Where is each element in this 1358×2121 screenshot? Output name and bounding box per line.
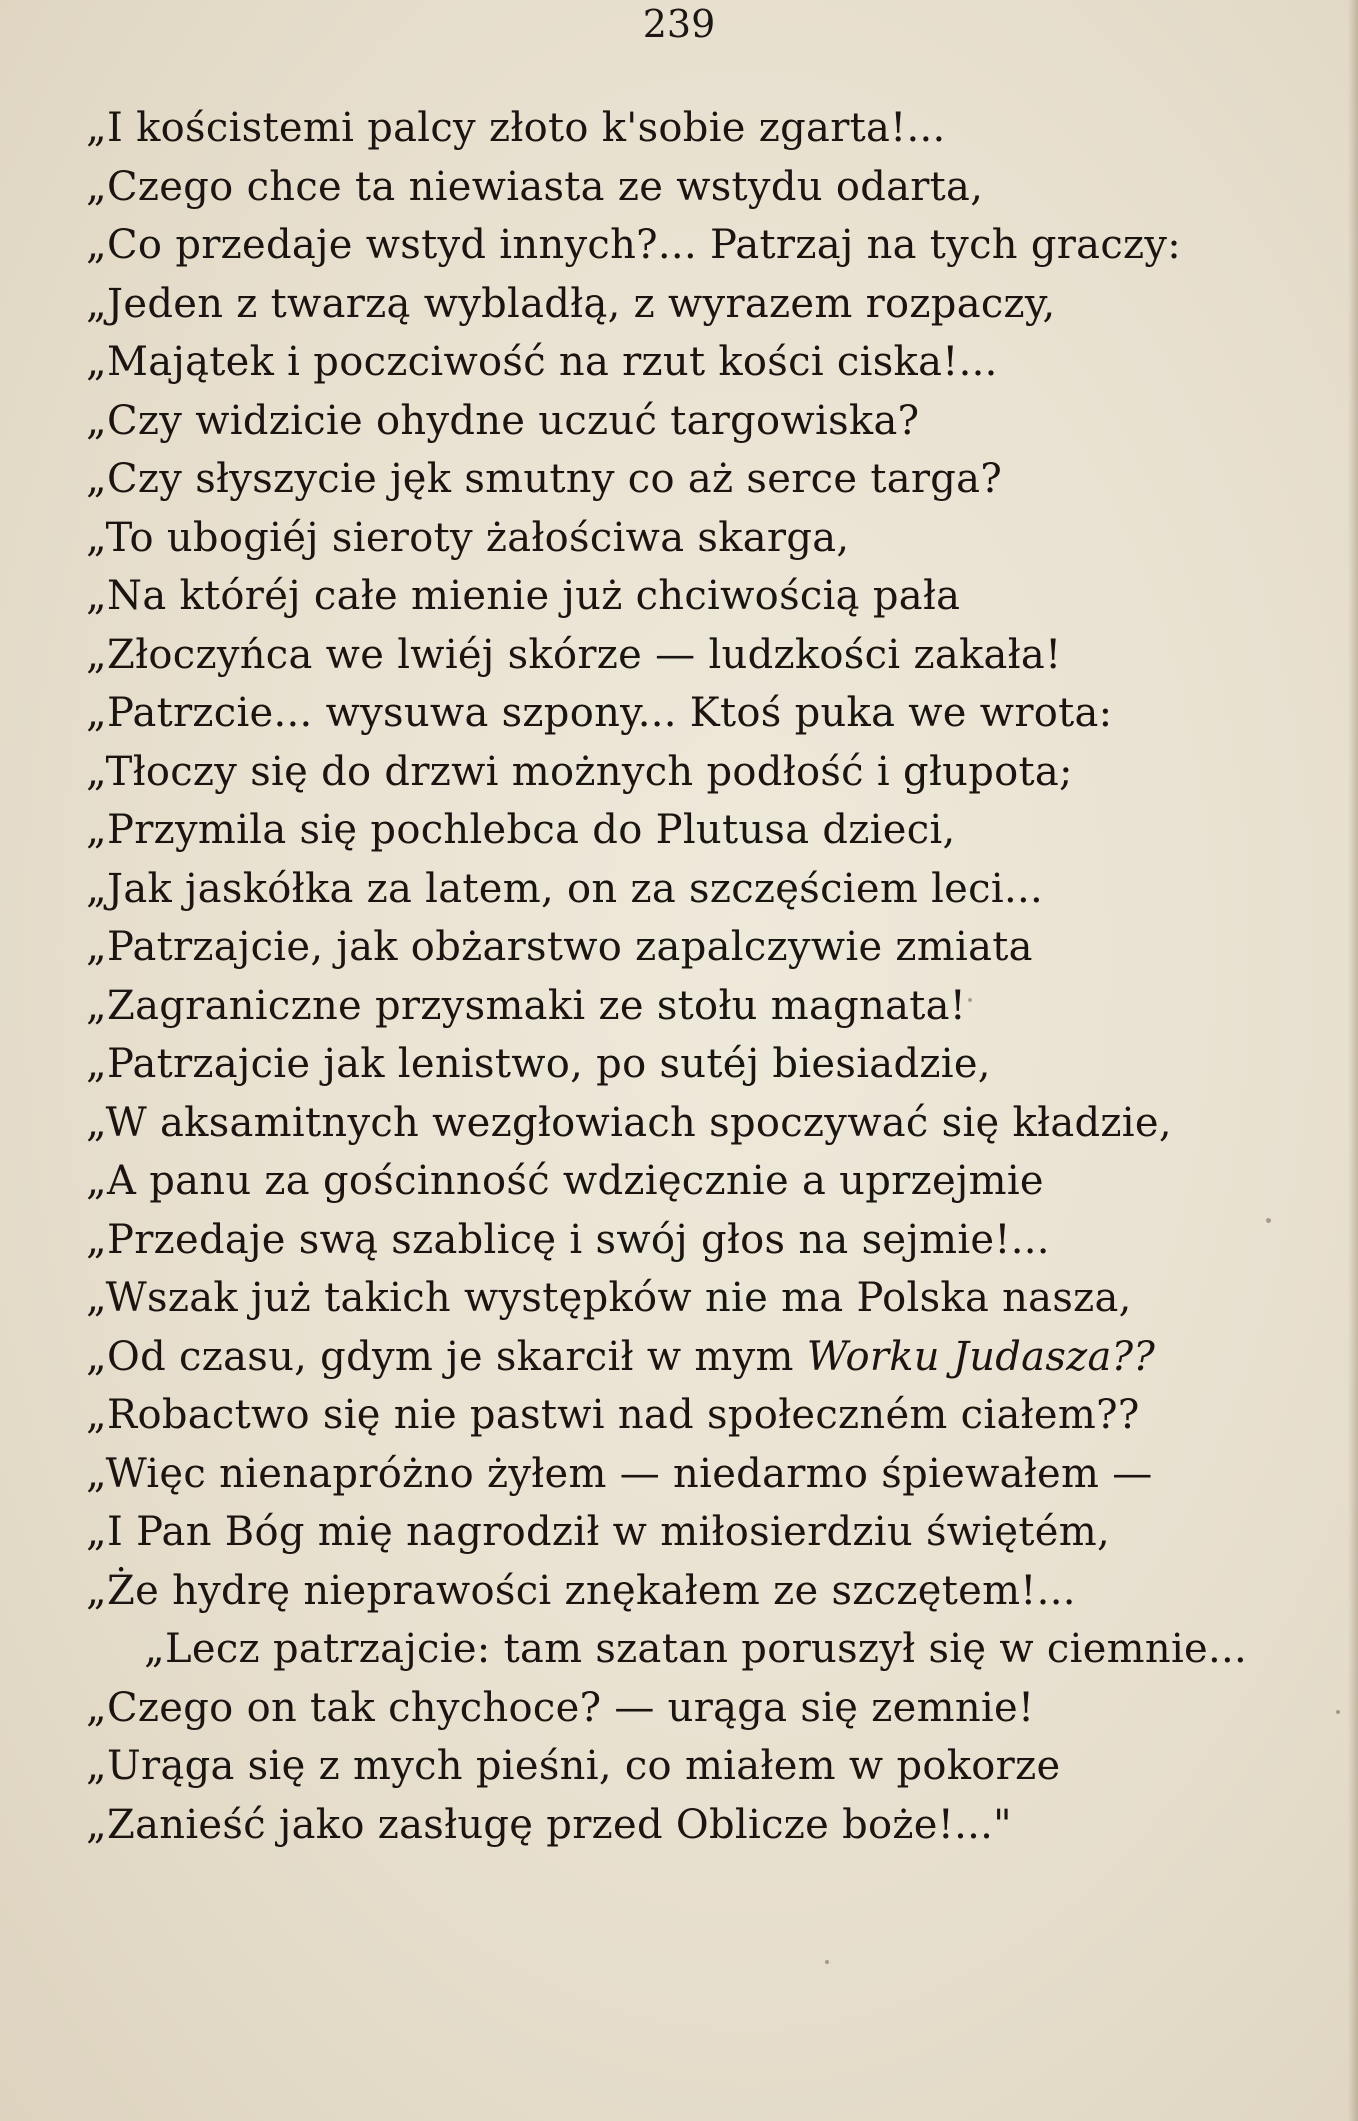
verse-line: „W aksamitnych wezgłowiach spoczywać się kładzie,: [86, 1099, 1172, 1146]
verse-line: „Patrzcie... wysuwa szpony... Ktoś puka we wrota:: [86, 690, 1113, 736]
page-edge-shadow: [1348, 0, 1358, 2121]
verse-line: „Zanieść jako zasługę przed Oblicze boże!...": [86, 1801, 1012, 1848]
poem-text: [86, 99, 1316, 1854]
paper-speck: [825, 1960, 829, 1964]
verse-line-with-title: [86, 1328, 1316, 1387]
verse-line: „Zagraniczne przysmaki ze stołu magnata!: [86, 982, 967, 1029]
page-number: 239: [642, 2, 716, 46]
verse-line-text: „Od czasu, gdym je skarcił w mym: [86, 1333, 807, 1380]
verse-line: „Że hydrę nieprawości znękałem ze szczętem!...: [86, 1567, 1076, 1614]
verse-line: „Złoczyńca we lwiéj skórze — ludzkości zakała!: [86, 631, 1062, 678]
paper-speck: [1336, 1710, 1340, 1714]
verse-line: „Przymila się pochlebca do Plutusa dzieci,: [86, 807, 956, 853]
verse-line: „Wszak już takich występków nie ma Polska nasza,: [86, 1275, 1132, 1321]
verse-line: „Patrzajcie, jak obżarstwo zapalczywie zmiata: [86, 924, 1033, 970]
verse-line: „Jak jaskółka za latem, on za szczęściem leci...: [86, 865, 1043, 912]
verse-line: „I Pan Bóg mię nagrodził w miłosierdziu świętém,: [86, 1509, 1110, 1555]
paper-speck: [968, 998, 972, 1002]
paper-speck: [1266, 1218, 1271, 1223]
verse-line: „Co przedaje wstyd innych?... Patrzaj na tych graczy:: [86, 222, 1182, 268]
verse-line: „Więc nienapróżno żyłem — niedarmo śpiewałem —: [86, 1450, 1153, 1497]
verse-line: „Czy widzicie ohydne uczuć targowiska?: [86, 397, 920, 444]
work-title-italic: Worku Judasza??: [806, 1333, 1156, 1380]
verse-line: „Robactwo się nie pastwi nad społeczném ciałem??: [86, 1392, 1140, 1438]
verse-line: „A panu za gościnność wdzięcznie a uprzejmie: [86, 1158, 1044, 1204]
verse-line: „Majątek i poczciwość na rzut kości ciska!...: [86, 339, 998, 385]
verse-line: „To ubogiéj sieroty żałościwa skarga,: [86, 514, 850, 561]
verse-line: „Tłoczy się do drzwi możnych podłość i głupota;: [86, 748, 1073, 795]
verse-line: „Czego chce ta niewiasta ze wstydu odarta,: [86, 163, 984, 210]
verse-line: „Lecz patrzajcie: tam szatan poruszył się w ciemnie...: [144, 1626, 1248, 1672]
verse-line: „Przedaje swą szablicę i swój głos na sejmie!...: [86, 1216, 1050, 1263]
verse-line: „Patrzajcie jak lenistwo, po sutéj biesiadzie,: [86, 1041, 991, 1087]
verse-line: „Czy słyszycie jęk smutny co aż serce targa?: [86, 456, 1003, 502]
verse-line: „Na któréj całe mienie już chciwością pała: [86, 573, 961, 619]
verse-line: „I kościstemi palcy złoto k'sobie zgarta!...: [86, 105, 946, 151]
verse-line: „Czego on tak chychoce? — urąga się zemnie!: [86, 1684, 1035, 1731]
verse-line: „Jeden z twarzą wybladłą, z wyrazem rozpaczy,: [86, 280, 1056, 327]
verse-line: „Urąga się z mych pieśni, co miałem w pokorze: [86, 1743, 1061, 1789]
